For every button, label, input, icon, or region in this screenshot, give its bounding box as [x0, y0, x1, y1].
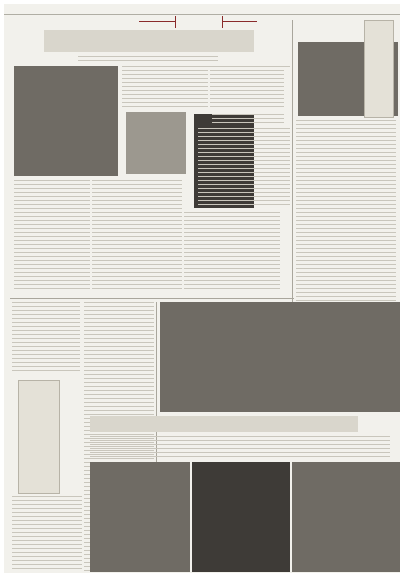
- lower-feature-headline: [90, 416, 358, 432]
- right-story-title: [364, 20, 394, 118]
- story1-photo-main: [14, 66, 118, 176]
- story1-text-col1: [14, 180, 90, 292]
- story1-byline: [78, 56, 218, 62]
- story1-text-intro: [122, 66, 208, 108]
- lower-feature-text: [90, 436, 390, 458]
- newspaper-page: [4, 4, 400, 573]
- left-lower-text-2: [12, 496, 82, 572]
- story1-subhead: [212, 114, 284, 126]
- left-lower-title: [18, 380, 60, 494]
- right-column-rule: [292, 20, 293, 316]
- lower-feature-photo-3: [292, 462, 400, 572]
- lower-feature-photo-1: [90, 462, 190, 572]
- story1-text-top: [200, 66, 290, 70]
- right-story-text: [296, 120, 396, 316]
- story1-headline: [44, 30, 254, 52]
- story1-text-col3: [210, 66, 284, 108]
- section-banner: [139, 16, 257, 28]
- middle-story-text: [198, 128, 290, 208]
- left-lower-text-1: [12, 302, 80, 374]
- page-masthead: [4, 4, 400, 15]
- lower-feature-photo-2: [192, 462, 290, 572]
- story1-text-col2: [92, 180, 182, 292]
- story1-text-col4: [184, 212, 280, 292]
- story1-photo-circle: [126, 112, 186, 174]
- section-divider-1: [10, 298, 294, 299]
- banner-box: [175, 16, 223, 28]
- lower-feature-photo-top: [160, 302, 400, 412]
